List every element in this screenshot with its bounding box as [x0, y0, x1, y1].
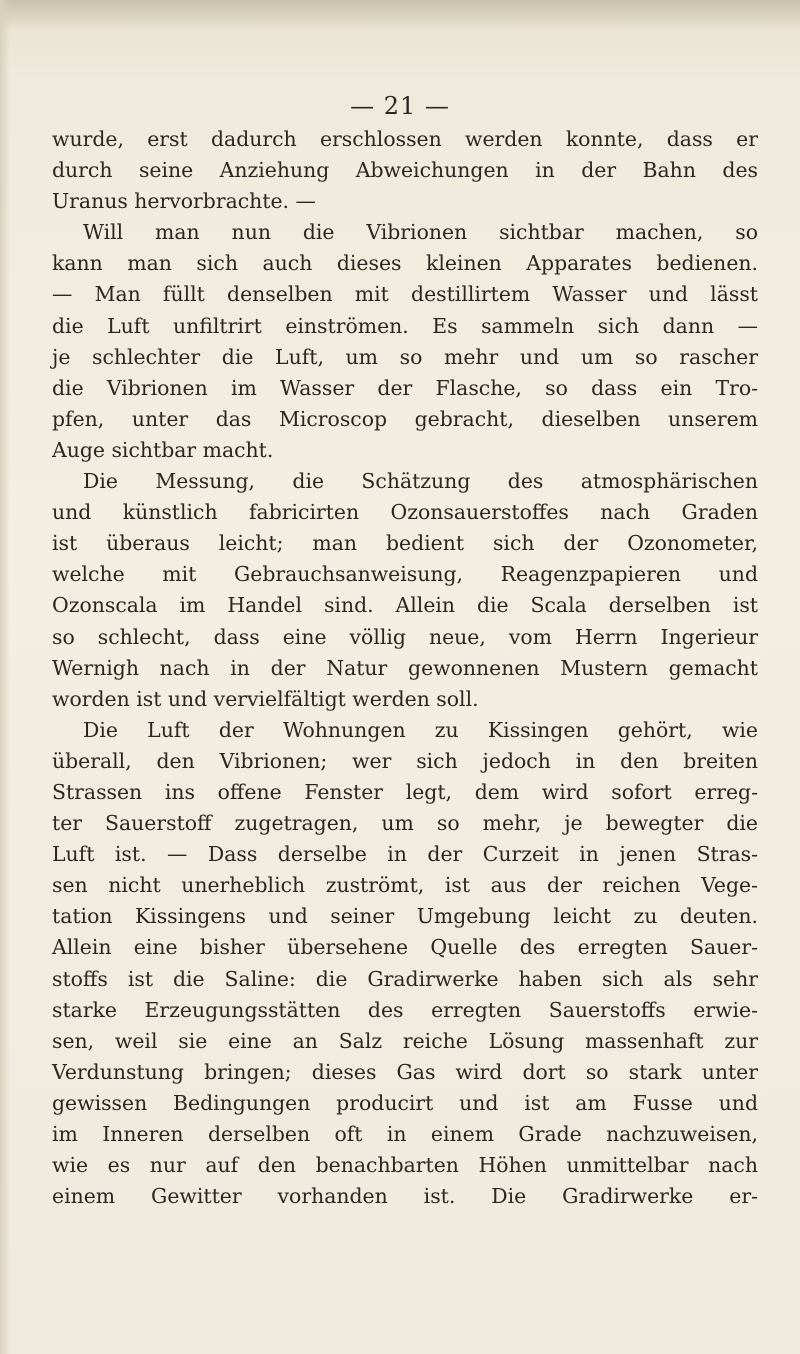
text-line: Ozonscala im Handel sind. Allein die Scala derselben ist [52, 593, 758, 618]
text-line: starke Erzeugungsstätten des erregten Sauerstoffs erwie- [52, 997, 758, 1022]
text-line: Allein eine bisher übersehene Quelle des erregten Sauer- [52, 935, 758, 960]
page-top-shadow [0, 0, 800, 30]
text-line: durch seine Anziehung Abweichungen in der Bahn des [52, 158, 758, 183]
text-line: Uranus hervorbrachte. — [52, 189, 316, 214]
text-line: ter Sauerstoff zugetragen, um so mehr, je bewegter die [52, 811, 758, 836]
text-line: gewissen Bedingungen producirt und ist am Fusse und [52, 1090, 758, 1115]
text-line: Strassen ins offene Fenster legt, dem wird sofort erreg- [52, 779, 758, 804]
text-line: einem Gewitter vorhanden ist. Die Gradirwerke er- [52, 1184, 758, 1209]
text-line: wurde, erst dadurch erschlossen werden konnte, dass er [52, 127, 758, 151]
text-line: stoffs ist die Saline: die Gradirwerke haben sich als sehr [52, 966, 758, 991]
text-line: welche mit Gebrauchsanweisung, Reagenzpapieren und [52, 562, 758, 587]
text-line: kann man sich auch dieses kleinen Apparates bedienen. [52, 251, 758, 276]
text-line: sen nicht unerheblich zuströmt, ist aus der reichen Vege- [52, 873, 758, 898]
text-line: tation Kissingens und seiner Umgebung leicht zu deuten. [52, 904, 758, 929]
page-number: — 21 — [350, 92, 450, 120]
text-line: die Vibrionen im Wasser der Flasche, so dass ein Tro- [52, 375, 758, 400]
text-line: je schlechter die Luft, um so mehr und um so rascher [52, 344, 758, 369]
text-line: überall, den Vibrionen; wer sich jedoch in den breiten [52, 748, 758, 773]
text-line: so schlecht, dass eine völlig neue, vom Herrn Ingerieur [52, 624, 758, 649]
text-line: Verdunstung bringen; dieses Gas wird dort so stark unter [52, 1059, 758, 1084]
text-line: ist überaus leicht; man bedient sich der Ozonometer, [52, 531, 758, 556]
text-line: Auge sichtbar macht. [52, 437, 274, 462]
text-line: — Man füllt denselben mit destillirtem Wasser und lässt [52, 282, 758, 307]
text-line: Wernigh nach in der Natur gewonnenen Mustern gemacht [52, 655, 758, 680]
text-line: und künstlich fabricirten Ozonsauerstoffes nach Graden [52, 500, 758, 525]
text-line: im Inneren derselben oft in einem Grade nachzuweisen, [52, 1122, 758, 1146]
text-line: sen, weil sie eine an Salz reiche Lösung massenhaft zur [52, 1028, 758, 1053]
text-line: wie es nur auf den benachbarten Höhen unmittelbar nach [52, 1153, 758, 1178]
text-line: Die Luft der Wohnungen zu Kissingen gehört, wie [83, 717, 758, 742]
text-line: pfen, unter das Microscop gebracht, dieselben unserem [52, 406, 758, 431]
page-binding-edge [0, 0, 10, 1354]
text-line: Die Messung, die Schätzung des atmosphärischen [83, 469, 758, 494]
text-line: Will man nun die Vibrionen sichtbar machen, so [83, 220, 758, 245]
text-line: Luft ist. — Dass derselbe in der Curzeit in jenen Stras- [52, 842, 758, 867]
body-text [52, 124, 758, 1212]
text-line: worden ist und vervielfältigt werden soll. [52, 686, 479, 711]
text-line: die Luft unfiltrirt einströmen. Es sammeln sich dann — [52, 313, 758, 338]
